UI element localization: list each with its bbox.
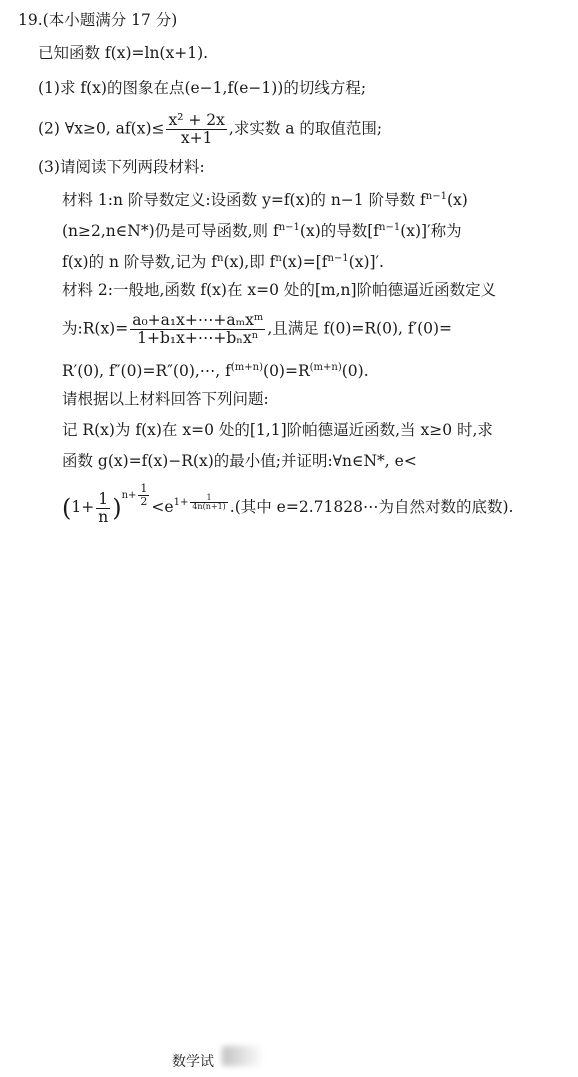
superscript: n <box>275 253 282 264</box>
final-line-3 <box>62 483 513 526</box>
material-1-line-1 <box>62 187 468 210</box>
material-2-line-1: 材料 2:一般地,函数 f(x)在 x=0 处的[m,n]阶帕德逼近函数定义 <box>62 281 497 299</box>
material-1-text: (x)=[f <box>281 253 328 271</box>
given-statement: 已知函数 f(x)=ln(x+1). <box>38 44 209 62</box>
superscript: n <box>217 253 224 264</box>
material-1-line-3 <box>62 249 384 272</box>
material-2-line-2 <box>62 312 452 347</box>
material-2-text: (0). <box>341 362 369 380</box>
superscript: n−1 <box>278 222 300 233</box>
exponent-fraction <box>138 483 149 508</box>
superscript: n−1 <box>379 222 401 233</box>
part-2-fraction-denominator: x+1 <box>180 129 213 147</box>
final-tail: .(其中 e=2.71828⋯为自然对数的底数). <box>229 498 514 516</box>
final-line-2: 函数 g(x)=f(x)−R(x)的最小值;并证明:∀n∈N*, e< <box>62 452 417 470</box>
material-1-text: (x)]′. <box>348 253 384 271</box>
part-1: (1)求 f(x)的图象在点(e−1,f(e−1))的切线方程; <box>38 79 367 97</box>
material-1-text: (x) <box>446 191 468 209</box>
left-paren: ( <box>62 494 72 522</box>
e-exponent-numerator: 1 <box>190 494 227 503</box>
material-2-text: 为:R(x)= <box>62 319 129 338</box>
question-header <box>18 10 177 30</box>
material-1-text: f(x)的 n 阶导数,记为 f <box>62 253 218 271</box>
page-footer: 数学试 <box>172 1054 214 1070</box>
pade-fraction <box>130 312 265 347</box>
pade-numerator: a₀+a₁x+⋯+aₘxᵐ <box>132 311 264 329</box>
exponent <box>122 483 152 508</box>
one-over-n-fraction <box>96 491 110 526</box>
part-3-intro: (3)请阅读下列两段材料: <box>38 158 205 176</box>
exponent-numerator: 1 <box>140 482 148 495</box>
e-exponent <box>174 493 230 513</box>
superscript: n−1 <box>425 191 447 202</box>
right-paren: ) <box>112 494 122 522</box>
superscript: (m+n) <box>230 362 264 373</box>
e-exponent-denominator: 4n(n+1) <box>192 502 226 511</box>
e-exponent-fraction <box>190 494 227 511</box>
footer-smudge <box>222 1046 264 1066</box>
request-line: 请根据以上材料回答下列问题: <box>62 390 269 408</box>
exponent-denominator: 2 <box>140 495 148 508</box>
question-score: (本小题满分 17 分) <box>42 11 178 29</box>
part-2-suffix: ,求实数 a 的取值范围; <box>228 119 383 138</box>
material-2-text: ,且满足 f(0)=R(0), f′(0)= <box>267 319 453 338</box>
part-2-prefix: (2) ∀x≥0, af(x)≤ <box>38 119 165 138</box>
part-2-fraction <box>166 112 226 147</box>
material-1-text: 材料 1:n 阶导数定义:设函数 y=f(x)的 n−1 阶导数 f <box>62 191 426 209</box>
pade-denominator: 1+b₁x+⋯+bₙxⁿ <box>137 329 259 347</box>
fraction-numerator: 1 <box>96 491 110 509</box>
material-1-text: (x)]′称为 <box>400 222 462 240</box>
part-2-fraction-numerator: x² + 2x <box>168 111 225 129</box>
less-than-e: <e <box>151 498 174 516</box>
part-2 <box>38 112 382 147</box>
material-2-line-3 <box>62 358 369 381</box>
material-1-text: (n≥2,n∈N*)仍是可导函数,则 f <box>62 222 279 240</box>
e-exponent-base: 1+ <box>173 497 189 508</box>
superscript: n−1 <box>327 253 349 264</box>
superscript: (m+n) <box>309 362 342 373</box>
exponent-base: n+ <box>121 490 137 501</box>
material-1-line-2 <box>62 218 462 241</box>
material-2-text: R′(0), f″(0)=R″(0),⋯, f <box>62 362 231 380</box>
material-1-text: (x)的导数[f <box>299 222 380 240</box>
fraction-denominator: n <box>98 507 109 526</box>
one-plus: 1+ <box>71 498 95 516</box>
final-line-1: 记 R(x)为 f(x)在 x=0 处的[1,1]阶帕德逼近函数,当 x≥0 时,求 <box>62 421 493 439</box>
material-2-text: (0)=R <box>263 362 310 380</box>
question-number: 19. <box>18 11 43 29</box>
material-1-text: (x),即 f <box>223 253 276 271</box>
